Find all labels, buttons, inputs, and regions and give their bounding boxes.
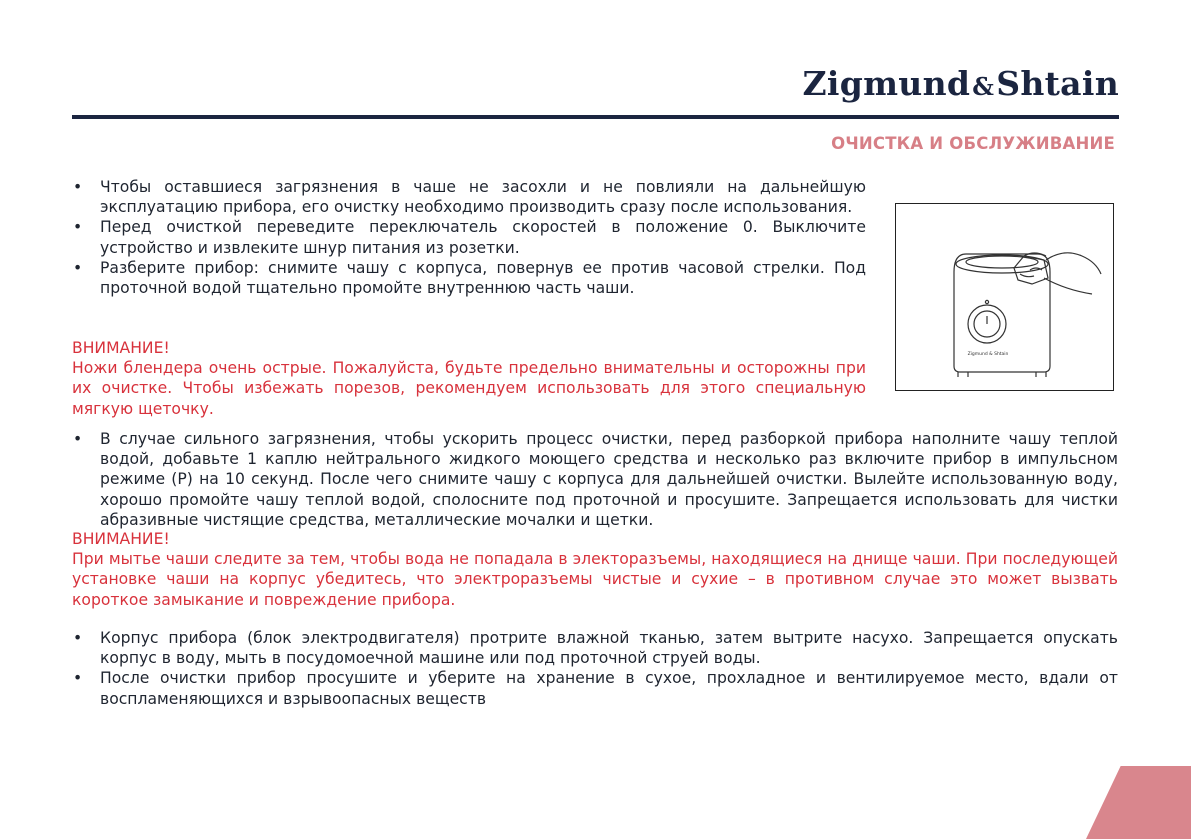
final-bullet-list [72, 628, 1118, 709]
warning-text: При мытье чаши следите за тем, чтобы вода не попадала в электоразъемы, находящиеся на днище чаши. При последующей установке чаши на корпус убедитесь, что электроразъемы чистые и сухие – в противном случае это может вызвать короткое замыкание и повреждение прибора. [72, 550, 1118, 609]
brand-ampersand: & [972, 72, 995, 101]
page-corner-decoration [1086, 766, 1191, 839]
warning-blades [72, 338, 866, 419]
warning-connectors [72, 529, 1118, 610]
blender-cleaning-illustration [896, 204, 1112, 389]
brand-logo [802, 64, 1119, 103]
warning-title: ВНИМАНИЕ! [72, 339, 170, 357]
device-label: Zigmund & Shtain [967, 352, 1009, 357]
warning-text: Ножи блендера очень острые. Пожалуйста, будьте предельно внимательны и осторожны при их очистке. Чтобы избежать порезов, рекомендуем использовать для этого специальную мягкую щеточку. [72, 359, 866, 418]
header-divider [72, 115, 1119, 119]
brand-name-right: Shtain [996, 64, 1119, 103]
bullet-wipe-body: • Корпус прибора (блок электродвигателя) протрите влажной тканью, затем вытрите насухо. Запрещается опускать корпус в воду, мыть в посудомоечной машине или под проточной струей воды. [72, 628, 1118, 668]
warning-title: ВНИМАНИЕ! [72, 530, 170, 548]
bullet-storage: • После очистки прибор просушите и уберите на хранение в сухое, прохладное и вентилируемое место, вдали от воспламеняющихся и взрывоопасных веществ [72, 668, 1118, 708]
final-section [72, 628, 1118, 709]
blender-illustration [895, 203, 1114, 391]
bullet-clean-immediately: • Чтобы оставшиеся загрязнения в чаше не засохли и не повлияли на дальнейшую эксплуатацию прибора, его очистку необходимо производить сразу после использования. [72, 177, 866, 217]
heavy-soil-section [72, 429, 1118, 530]
middle-bullet-list [72, 429, 1118, 530]
bullet-heavy-soil: • В случае сильного загрязнения, чтобы ускорить процесс очистки, перед разборкой прибора наполните чашу теплой водой, добавьте 1 каплю нейтрального жидкого моющего средства и несколько раз включите прибор в импульсном режиме (P) на 10 секунд. После чего снимите чашу с корпуса для дальнейшей очистки. Вылейте использованную воду, хорошо промойте чашу теплой водой, сполосните под проточной и просушите. Запрещается использовать для чистки абразивные чистящие средства, металлические мочалки и щетки. [72, 429, 1118, 530]
intro-section [72, 177, 866, 298]
bullet-disassemble: • Разберите прибор: снимите чашу с корпуса, повернув ее против часовой стрелки. Под проточной водой тщательно промойте внутреннюю часть чаши. [72, 258, 866, 298]
bullet-switch-off: • Перед очисткой переведите переключатель скоростей в положение 0. Выключите устройство и извлеките шнур питания из розетки. [72, 217, 866, 257]
brand-name-left: Zigmund [802, 64, 971, 103]
section-title: ОЧИСТКА И ОБСЛУЖИВАНИЕ [831, 134, 1115, 153]
intro-bullet-list [72, 177, 866, 298]
